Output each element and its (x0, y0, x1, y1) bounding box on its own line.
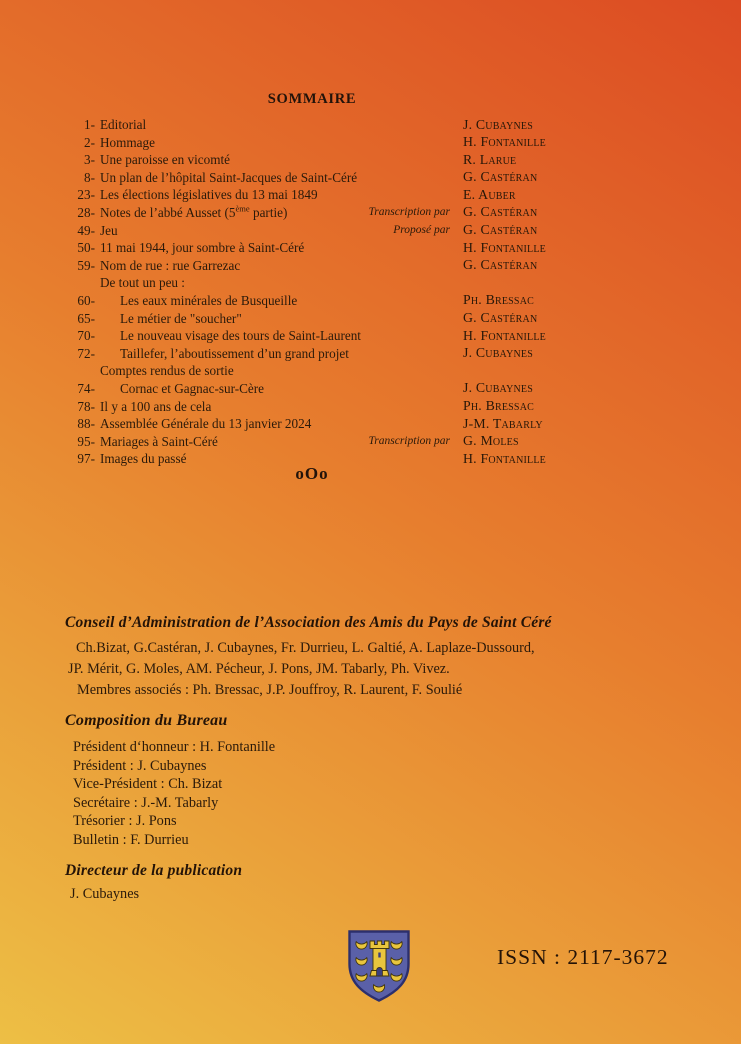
toc-row (57, 258, 617, 276)
toc-author-name: G. Castéran (463, 222, 538, 238)
toc-page-number: 65- (77, 310, 95, 326)
toc-author-name: E. Auber (463, 186, 516, 202)
toc-row (57, 346, 617, 364)
toc-page-number: 74- (77, 380, 95, 396)
toc-row (57, 240, 617, 258)
toc-row (57, 205, 617, 223)
toc-article-title: Notes de l’abbé Ausset (5ème partie) (100, 203, 288, 220)
sommaire-list (57, 117, 617, 469)
toc-author-name: G. Moles (463, 433, 519, 449)
toc-row (57, 399, 617, 417)
bureau-role-line: Président : J. Cubaynes (73, 757, 207, 774)
toc-page-number: 78- (77, 398, 95, 414)
toc-article-title: Hommage (100, 134, 155, 150)
toc-section-row (57, 363, 617, 381)
toc-row (57, 117, 617, 135)
toc-article-title: Les eaux minérales de Busqueille (120, 292, 298, 308)
bureau-heading: Composition du Bureau (65, 712, 228, 729)
toc-page-number: 72- (77, 345, 95, 361)
toc-author-name: J. Cubaynes (463, 345, 533, 361)
toc-author-name: R. Larue (463, 151, 517, 167)
toc-article-title: Mariages à Saint-Céré (100, 433, 218, 449)
toc-section-row (57, 275, 617, 293)
bureau-role-line: Trésorier : J. Pons (73, 813, 177, 830)
toc-article-title: Un plan de l’hôpital Saint-Jacques de Saint-Céré (100, 169, 358, 185)
toc-row (57, 223, 617, 241)
directeur-section (65, 862, 485, 903)
toc-article-title: Images du passé (100, 451, 187, 467)
toc-page-number: 50- (77, 240, 95, 256)
bureau-role-line: Président d‘honneur : H. Fontanille (73, 739, 276, 755)
toc-page-number: 95- (77, 433, 95, 449)
bureau-role-line: Bulletin : F. Durrieu (73, 831, 189, 848)
bureau-role-line: Vice-Président : Ch. Bizat (73, 776, 223, 793)
toc-article-title: Editorial (100, 117, 147, 132)
page-title: SOMMAIRE (267, 91, 357, 107)
toc-article-title: Nom de rue : rue Garrezac (100, 257, 241, 273)
toc-author-name: J-M. Tabarly (463, 415, 543, 431)
bureau-members (65, 738, 485, 850)
toc-row (57, 328, 617, 346)
directeur-name-line: J. Cubaynes (70, 886, 140, 902)
toc-transcription-note: Proposé par (393, 224, 450, 237)
toc-row (57, 187, 617, 205)
toc-row (57, 152, 617, 170)
conseil-members-line: JP. Mérit, G. Moles, AM. Pécheur, J. Pons, JM. Tabarly, Ph. Vivez. (68, 661, 450, 677)
toc-page-number: 1- (84, 117, 95, 132)
toc-row (57, 381, 617, 399)
toc-section-label: Comptes rendus de sortie (100, 363, 234, 379)
toc-section-label: De tout un peu : (100, 275, 185, 291)
toc-author-name: H. Fontanille (463, 134, 546, 150)
tower-icon (370, 941, 389, 976)
toc-page-number: 3- (84, 152, 95, 168)
conseil-members (65, 638, 625, 701)
toc-article-title: Les élections législatives du 13 mai 1849 (100, 187, 318, 203)
toc-row (57, 416, 617, 434)
toc-row (57, 434, 617, 452)
toc-page-number: 8- (84, 169, 95, 185)
toc-article-title: Il y a 100 ans de cela (100, 398, 212, 414)
toc-author-name: G. Castéran (463, 169, 538, 185)
toc-author-name: G. Castéran (463, 204, 538, 220)
toc-page-number: 60- (77, 292, 95, 308)
toc-author-name: J. Cubaynes (463, 116, 533, 132)
toc-author-name: G. Castéran (463, 257, 538, 273)
toc-article-title: Le nouveau visage des tours de Saint-Laurent (120, 328, 361, 344)
toc-author-name: H. Fontanille (463, 450, 546, 466)
toc-transcription-note: Transcription par (368, 206, 450, 219)
toc-author-name: Ph. Bressac (463, 398, 534, 413)
toc-page-number: 88- (77, 416, 95, 432)
toc-article-title: Taillefer, l’aboutissement d’un grand projet (120, 345, 349, 361)
conseil-heading: Conseil d’Administration de l’Association des Amis du Pays de Saint Céré (65, 614, 552, 631)
toc-row (57, 135, 617, 153)
toc-author-name: J. Cubaynes (463, 380, 533, 396)
toc-page-number: 2- (84, 134, 95, 150)
toc-title-superscript: ème (235, 203, 250, 214)
toc-page-number: 23- (77, 187, 95, 203)
toc-page-number: 49- (77, 222, 95, 238)
issn-number: ISSN : 2117-3672 (497, 945, 669, 969)
directeur-heading: Directeur de la publication (65, 862, 243, 879)
coat-of-arms-logo (346, 929, 412, 1005)
toc-row (57, 293, 617, 311)
bureau-section (65, 712, 485, 850)
toc-article-title: Cornac et Gagnac-sur-Cère (120, 380, 264, 396)
toc-article-title: Le métier de "soucher" (120, 310, 242, 326)
toc-author-name: Ph. Bressac (463, 292, 534, 308)
conseil-members-line: Ch.Bizat, G.Castéran, J. Cubaynes, Fr. Durrieu, L. Galtié, A. Laplaze-Dussourd, (76, 640, 535, 656)
toc-page-number: 28- (77, 204, 95, 220)
toc-page-number: 59- (77, 257, 95, 273)
toc-article-title: Assemblée Générale du 13 janvier 2024 (100, 416, 312, 432)
toc-row (57, 311, 617, 329)
toc-article-title: Jeu (100, 222, 118, 238)
conseil-section (65, 614, 625, 701)
toc-page-number: 97- (77, 451, 95, 467)
toc-article-title: 11 mai 1944, jour sombre à Saint-Céré (100, 240, 305, 256)
toc-page-number: 70- (77, 328, 95, 344)
toc-author-name: G. Castéran (463, 310, 538, 326)
toc-author-name: H. Fontanille (463, 239, 546, 255)
toc-transcription-note: Transcription par (368, 435, 450, 448)
conseil-members-line: Membres associés : Ph. Bressac, J.P. Jouffroy, R. Laurent, F. Soulié (77, 682, 463, 698)
toc-article-title: Une paroisse en vicomté (100, 152, 231, 168)
toc-author-name: H. Fontanille (463, 327, 546, 343)
bureau-role-line: Secrétaire : J.-M. Tabarly (73, 794, 219, 811)
toc-row (57, 170, 617, 188)
directeur-name (65, 885, 485, 903)
ooo-divider: oOo (295, 464, 329, 483)
